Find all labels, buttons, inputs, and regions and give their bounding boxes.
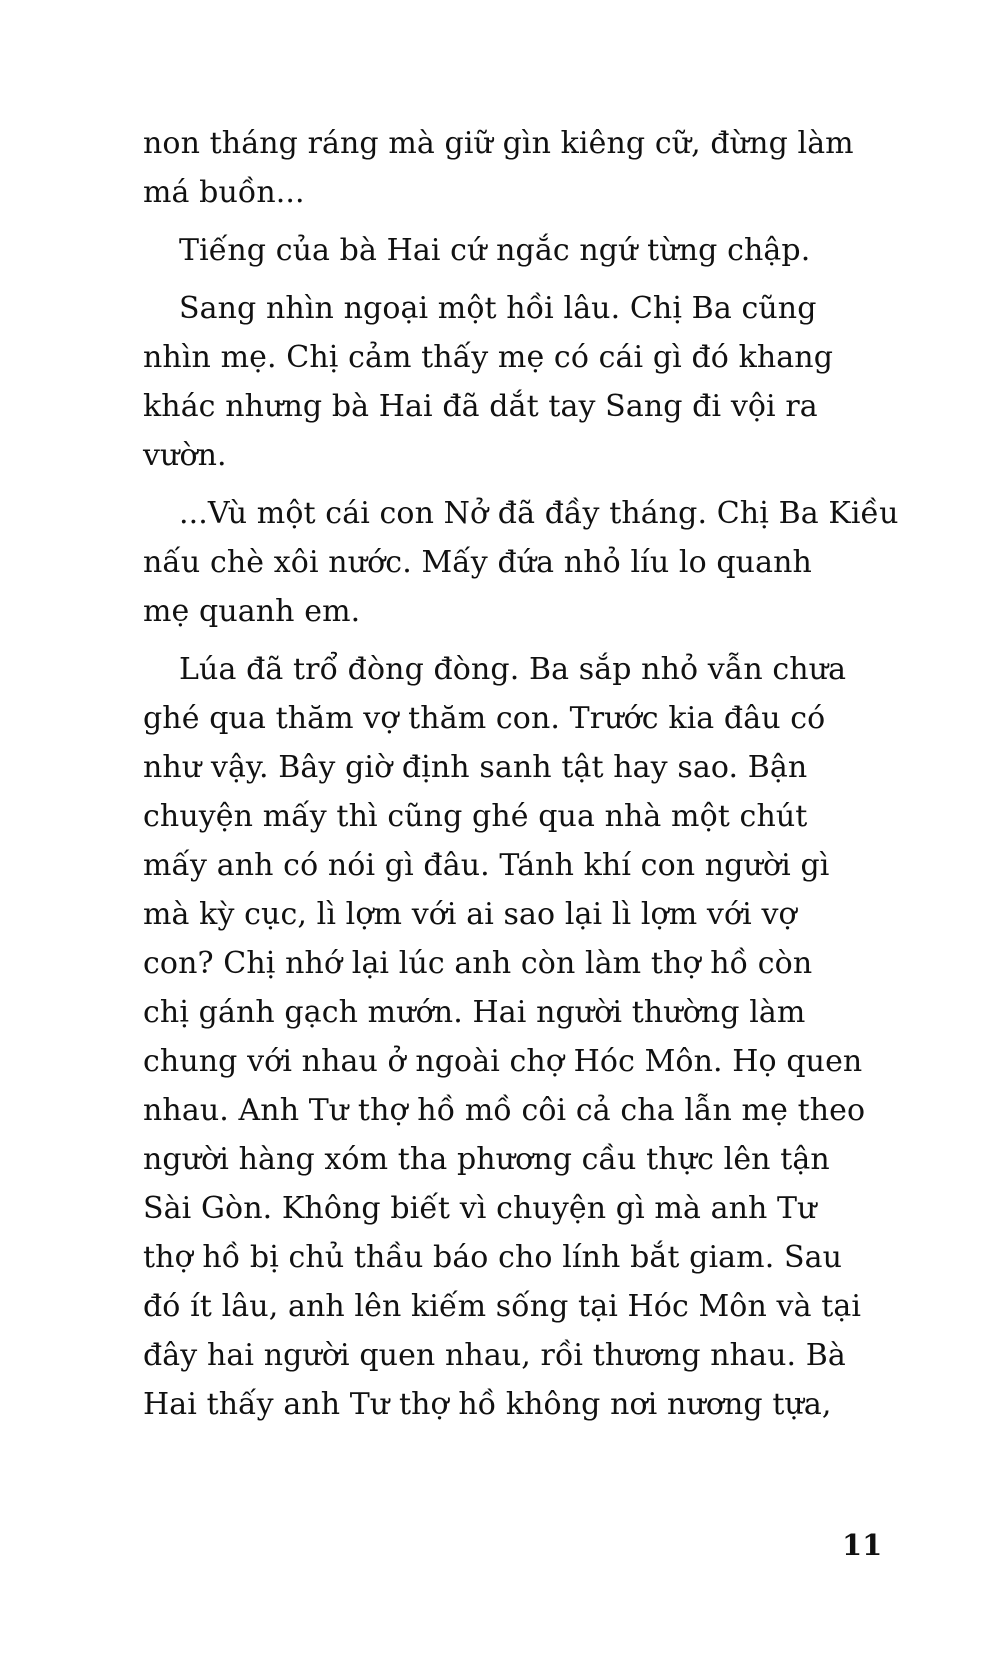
page-number: 11 bbox=[842, 1528, 883, 1562]
text-line: chung với nhau ở ngoài chợ Hóc Môn. Họ quen bbox=[143, 1044, 863, 1079]
text-line: chuyện mấy thì cũng ghé qua nhà một chút bbox=[143, 799, 808, 834]
text-line: Hai thấy anh Tư thợ hồ không nơi nương tựa, bbox=[143, 1387, 832, 1422]
paragraph-3 bbox=[143, 284, 873, 480]
text-line: khác nhưng bà Hai đã dắt tay Sang đi vội ra bbox=[143, 389, 818, 424]
paragraph-gap bbox=[143, 636, 873, 645]
paragraph-gap bbox=[143, 275, 873, 284]
text-line: con? Chị nhớ lại lúc anh còn làm thợ hồ còn bbox=[143, 946, 813, 981]
text-line: đó ít lâu, anh lên kiếm sống tại Hóc Môn và tại bbox=[143, 1289, 862, 1324]
text-line: ...Vù một cái con Nở đã đầy tháng. Chị Ba Kiều bbox=[179, 496, 899, 531]
paragraph-gap bbox=[143, 480, 873, 489]
text-line: người hàng xóm tha phương cầu thực lên tận bbox=[143, 1142, 830, 1177]
text-line: thợ hồ bị chủ thầu báo cho lính bắt giam. Sau bbox=[143, 1240, 843, 1275]
text-line: Sài Gòn. Không biết vì chuyện gì mà anh Tư bbox=[143, 1191, 817, 1226]
paragraph-gap bbox=[143, 217, 873, 226]
text-line: Sang nhìn ngoại một hồi lâu. Chị Ba cũng bbox=[179, 291, 817, 326]
text-line: nhìn mẹ. Chị cảm thấy mẹ có cái gì đó khang bbox=[143, 340, 833, 375]
paragraph-2 bbox=[143, 226, 873, 275]
paragraph-1 bbox=[143, 119, 873, 217]
body-text bbox=[143, 119, 899, 1429]
text-line: Lúa đã trổ đòng đòng. Ba sắp nhỏ vẫn chưa bbox=[179, 652, 847, 687]
paragraph-5 bbox=[143, 645, 873, 1429]
text-line: vườn. bbox=[143, 438, 227, 473]
text-line: mà kỳ cục, lì lợm với ai sao lại lì lợm với vợ bbox=[143, 897, 797, 932]
text-line: non tháng ráng mà giữ gìn kiêng cữ, đừng làm bbox=[143, 126, 854, 161]
text-line: má buồn... bbox=[143, 175, 305, 210]
text-line: nhau. Anh Tư thợ hồ mồ côi cả cha lẫn mẹ theo bbox=[143, 1093, 866, 1128]
text-line: ghé qua thăm vợ thăm con. Trước kia đâu có bbox=[143, 701, 826, 736]
text-line: đây hai người quen nhau, rồi thương nhau. Bà bbox=[143, 1338, 846, 1373]
text-line: chị gánh gạch mướn. Hai người thường làm bbox=[143, 995, 806, 1030]
paragraph-4 bbox=[143, 489, 899, 636]
text-line: mấy anh có nói gì đâu. Tánh khí con người gì bbox=[143, 848, 830, 883]
text-line: mẹ quanh em. bbox=[143, 594, 361, 629]
text-line: nấu chè xôi nước. Mấy đứa nhỏ líu lo quanh bbox=[143, 545, 812, 580]
text-line: Tiếng của bà Hai cứ ngắc ngứ từng chập. bbox=[179, 233, 811, 268]
text-line: như vậy. Bây giờ định sanh tật hay sao. Bận bbox=[143, 750, 808, 785]
